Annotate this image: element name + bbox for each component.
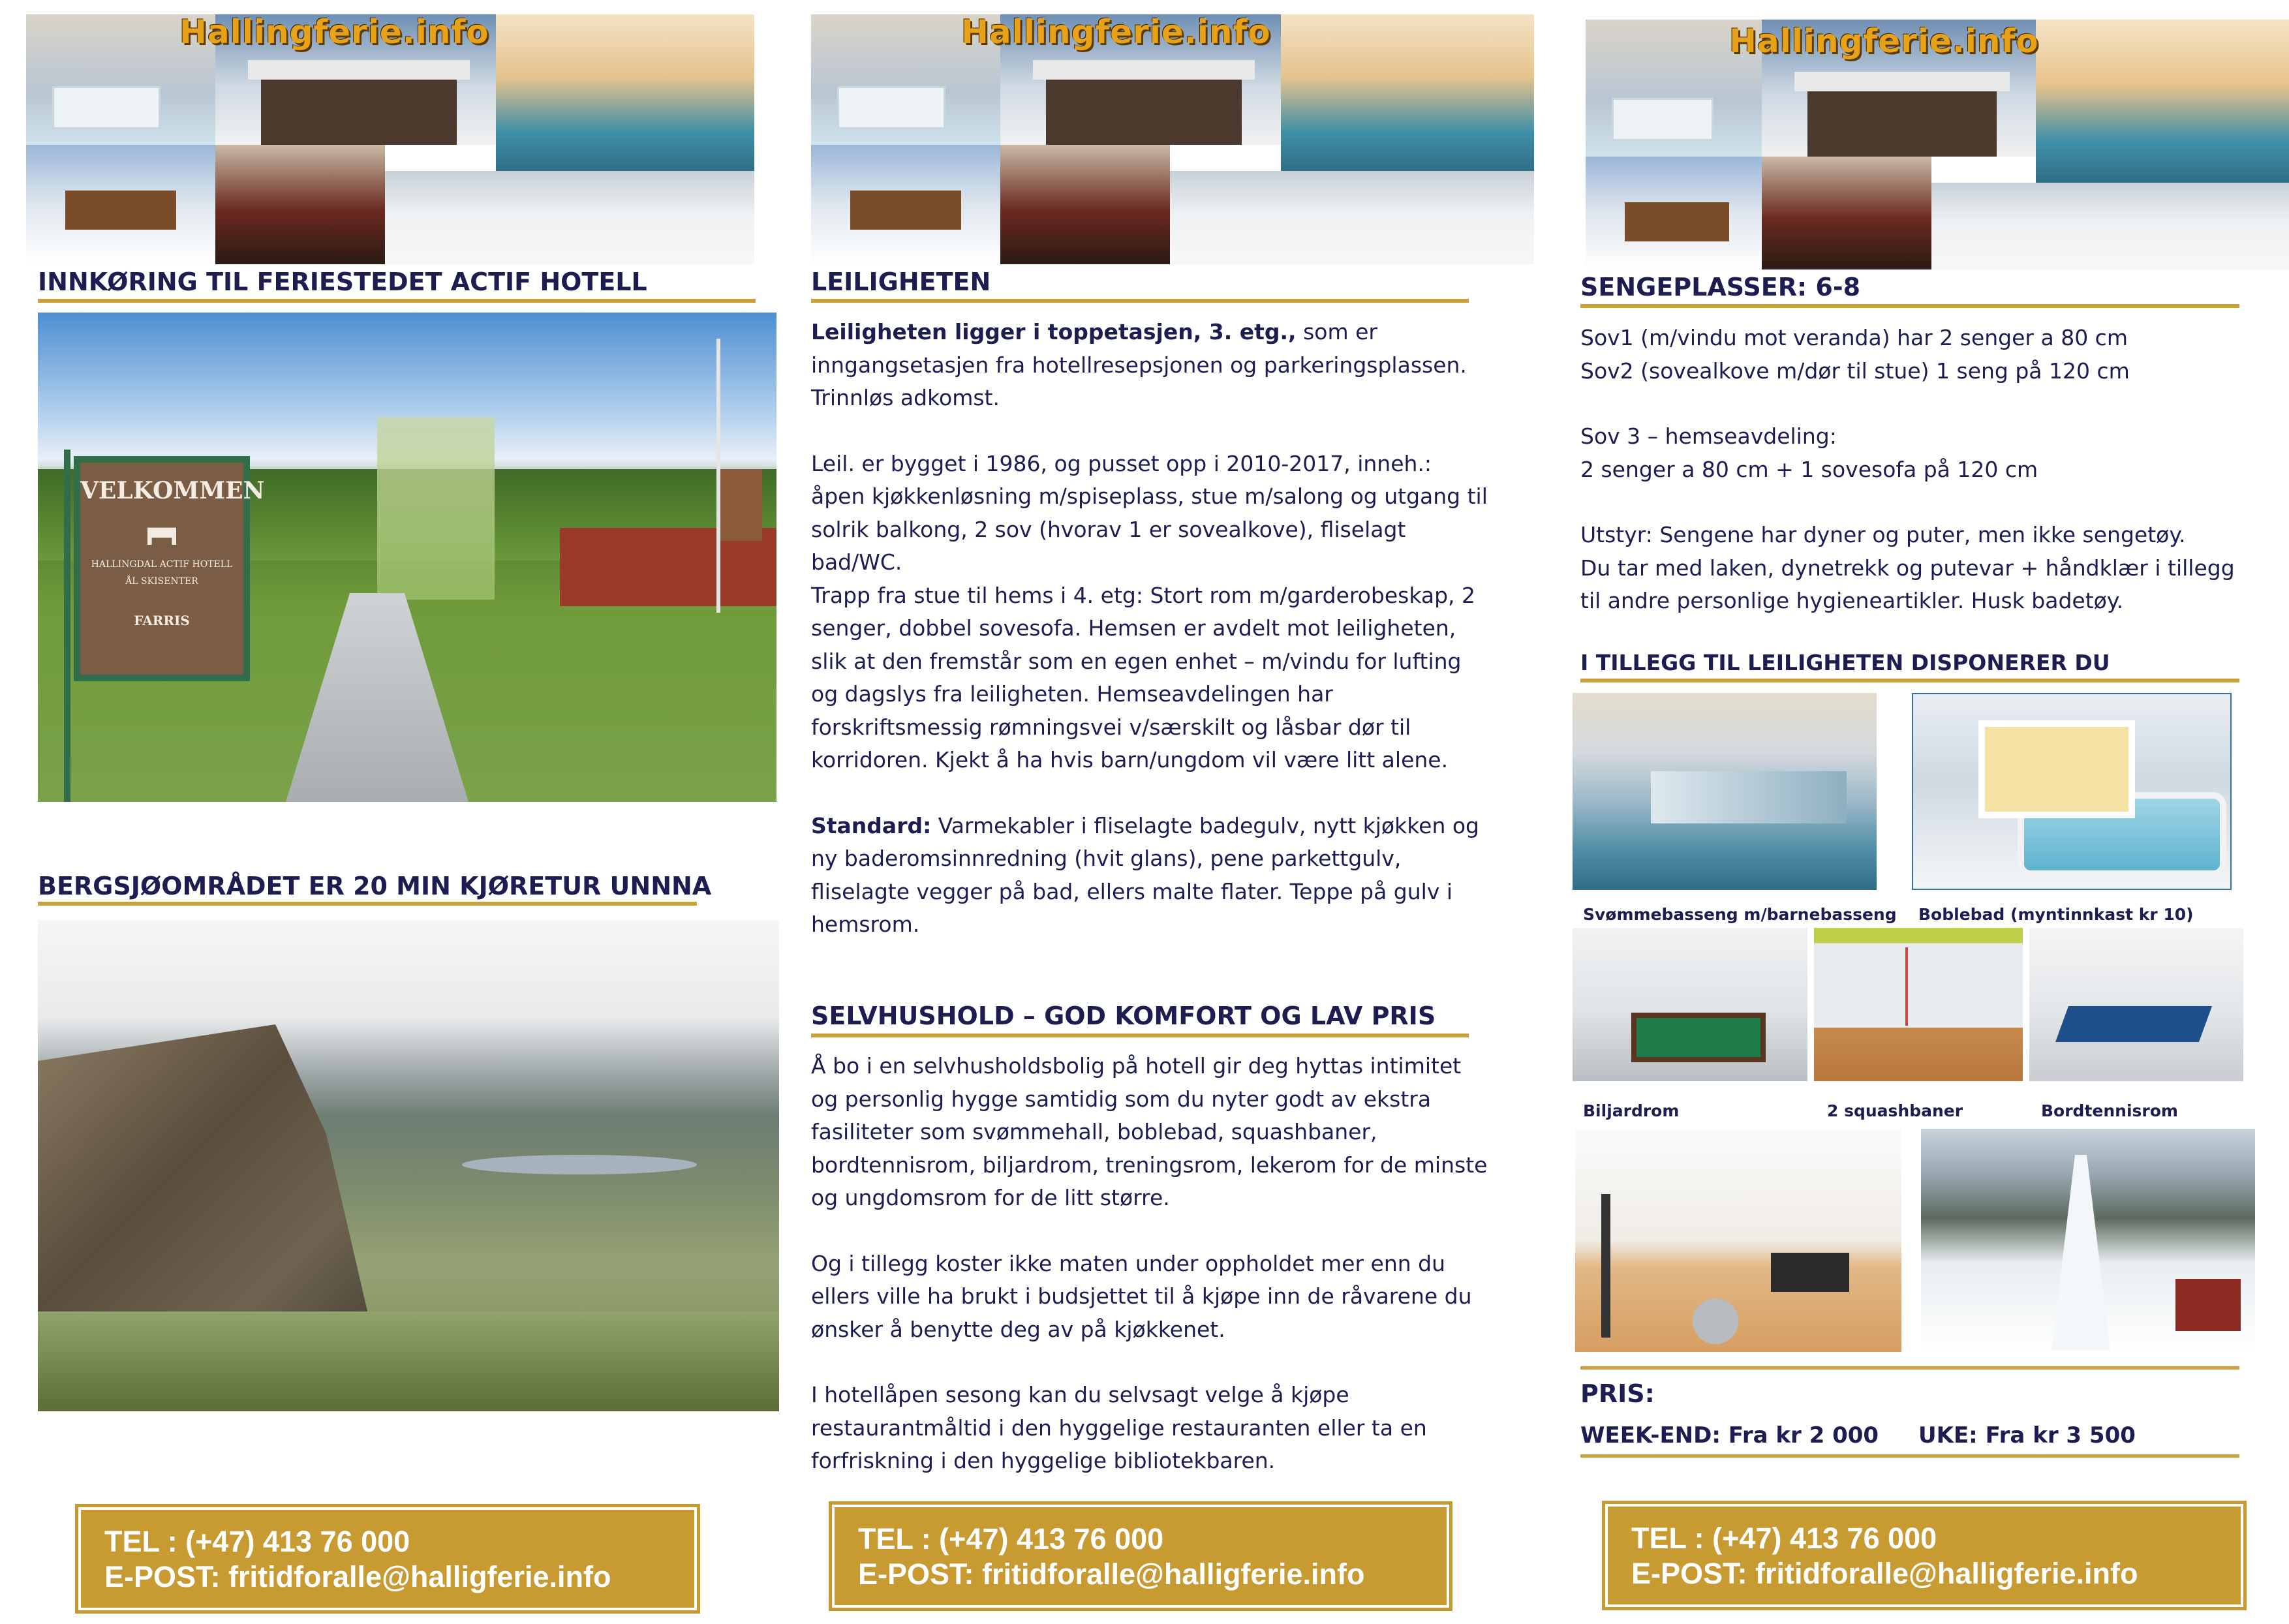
price-weekend: WEEK-END: Fra kr 2 000 (1580, 1422, 1879, 1448)
section-heading-facilities: I TILLEGG TIL LEILIGHETEN DISPONERER DU (1580, 650, 2110, 675)
text-restaurant: I hotellåpen sesong kan du selvsagt velge å kjøpe restaurantmåltid i den hyggelige restauranten eller ta en forfriskning i den hyggelige bibliotekbaren. (811, 1382, 1427, 1473)
section-heading-arrival: INNKØRING TIL FERIESTEDET ACTIF HOTELL (38, 268, 647, 296)
heading-rule (38, 902, 697, 906)
contact-tel[interactable]: TEL : (+47) 413 76 000 (858, 1522, 1164, 1555)
contact-box-1 (78, 1507, 697, 1610)
contact-tel[interactable]: TEL : (+47) 413 76 000 (1631, 1522, 1937, 1555)
contact-tel[interactable]: TEL : (+47) 413 76 000 (104, 1525, 410, 1558)
contact-email[interactable]: E-POST: fritidforalle@halligferie.info (1631, 1557, 2138, 1590)
heading-rule (811, 299, 1469, 303)
header-banner-1 (26, 14, 754, 264)
caption-jacuzzi: Boblebad (myntinnkast kr 10) (1918, 905, 2194, 924)
heading-rule (1580, 679, 2239, 682)
text-bring-along: Du tar med laken, dynetrekk og putevar + håndklær i tillegg til andre personlige hygieneartikler. Husk badetøy. (1580, 555, 2235, 613)
price-rule-top (1580, 1366, 2239, 1370)
section-heading-apartment: LEILIGHETEN (811, 268, 991, 296)
photo-swimming-pool (1573, 693, 1877, 890)
section-heading-selfcatering: SELVHUSHOLD – GOD KOMFORT OG LAV PRIS (811, 1002, 1436, 1030)
heading-rule (38, 299, 756, 303)
text-standard-bold: Standard: (811, 812, 932, 838)
contact-box-3 (1605, 1504, 2243, 1607)
sign-bed-icon (147, 516, 176, 545)
contact-email[interactable]: E-POST: fritidforalle@halligferie.info (104, 1560, 611, 1593)
caption-table-tennis: Bordtennisrom (2041, 1101, 2178, 1120)
logo-text: Hallingferie.info (961, 13, 1271, 51)
photo-squash-courts (1814, 928, 2023, 1081)
caption-billiard: Biljardrom (1583, 1101, 1680, 1120)
sign-title: VELKOMMEN (80, 477, 265, 504)
sign-brand: FARRIS (134, 613, 190, 628)
text-loft: Trapp fra stue til hems i 4. etg: Stort rom m/garderobeskap, 2 senger, dobbel sovesofa. Hemsen er avdelt mot leiligheten, slik at den fremstår som en egen enhet – m/vindu for lufting og dagslys fra leiligheten. Hemseavdelingen har forskriftsmessig rømningsvei v/særskilt og låsbar dør til korridoren. Kjekt å ha hvis barn/ungdom vil være litt alene. (811, 582, 1476, 773)
caption-squash: 2 squashbaner (1827, 1101, 1963, 1120)
photo-jacuzzi (1912, 693, 2232, 890)
photo-table-tennis-room (2029, 928, 2243, 1081)
photo-gym (1575, 1129, 1901, 1352)
text-equipment: Utstyr: Sengene har dyner og puter, men ikke sengetøy. (1580, 522, 2186, 547)
price-week: UKE: Fra kr 3 500 (1918, 1422, 2136, 1448)
photo-billiard-room (1573, 928, 1807, 1081)
text-bedroom1: Sov1 (m/vindu mot veranda) har 2 senger a 80 cm (1580, 325, 2128, 350)
text-bedroom2: Sov2 (sovealkove m/dør til stue) 1 seng på 120 cm (1580, 358, 2130, 384)
contact-box-2 (832, 1505, 1449, 1608)
text-location: som er inngangsetasjen fra hotellresepsjonen og parkeringsplassen. Trinnløs adkomst. (811, 319, 1467, 410)
photo-bergsjo-landscape (38, 920, 779, 1411)
text-built: Leil. er bygget i 1986, og pusset opp i 2010-2017, inneh.: åpen kjøkkenløsning m/spiseplass, stue m/salong og utgang til solrik balkong, 2 sov (hvorav 1 er sovealkove), fliselagt bad/WC. (811, 450, 1488, 575)
selfcatering-description (811, 1050, 1490, 1478)
section-heading-beds: SENGEPLASSER: 6-8 (1580, 273, 1861, 301)
caption-pool: Svømmebasseng m/barnebasseng (1583, 905, 1897, 924)
contact-email[interactable]: E-POST: fritidforalle@halligferie.info (858, 1557, 1365, 1591)
beds-description (1580, 322, 2246, 618)
logo-text: Hallingferie.info (1729, 22, 2039, 60)
photo-ski-slope (1921, 1129, 2255, 1352)
heading-rule (1580, 304, 2239, 308)
sign-line1: HALLINGDAL ACTIF HOTELL (91, 559, 233, 570)
apartment-description (811, 316, 1490, 942)
photo-hotel-entrance (38, 313, 776, 802)
price-rule-bottom (1580, 1454, 2239, 1458)
text-selfcatering: Å bo i en selvhusholdsbolig på hotell gir deg hyttas intimitet og personlig hygge samtidig som du nyter godt av ekstra fasiliteter som svømmehall, boblebad, squashbaner, bordtennisrom, biljardrom, treningsrom, lekerom for de minste og ungdomsrom for de litt større. (811, 1053, 1488, 1210)
price-label: PRIS: (1580, 1379, 1655, 1408)
text-standard: Varmekabler i fliselagte badegulv, nytt kjøkken og ny baderomsinnredning (hvit glans), pene parkettgulv, fliselagte vegger på bad, ellers malte flater. Teppe på gulv i hemsrom. (811, 812, 1479, 937)
text-bedroom3-beds: 2 senger a 80 cm + 1 sovesofa på 120 cm (1580, 456, 2038, 482)
text-food: Og i tillegg koster ikke maten under oppholdet mer enn du ellers ville ha brukt i budsjettet til å kjøpe inn de råvarene du ønsker å benytte deg av på kjøkkenet. (811, 1250, 1472, 1342)
text-bedroom3: Sov 3 – hemseavdeling: (1580, 423, 1837, 449)
sign-line2: ÅL SKISENTER (125, 576, 198, 587)
section-heading-bergsjo: BERGSJØOMRÅDET ER 20 MIN KJØRETUR UNNNA (38, 872, 712, 900)
heading-rule (811, 1034, 1469, 1037)
header-banner-2 (811, 14, 1534, 264)
text-location-bold: Leiligheten ligger i toppetasjen, 3. etg., (811, 319, 1297, 345)
logo-text: Hallingferie.info (179, 13, 489, 51)
welcome-sign (74, 456, 265, 681)
